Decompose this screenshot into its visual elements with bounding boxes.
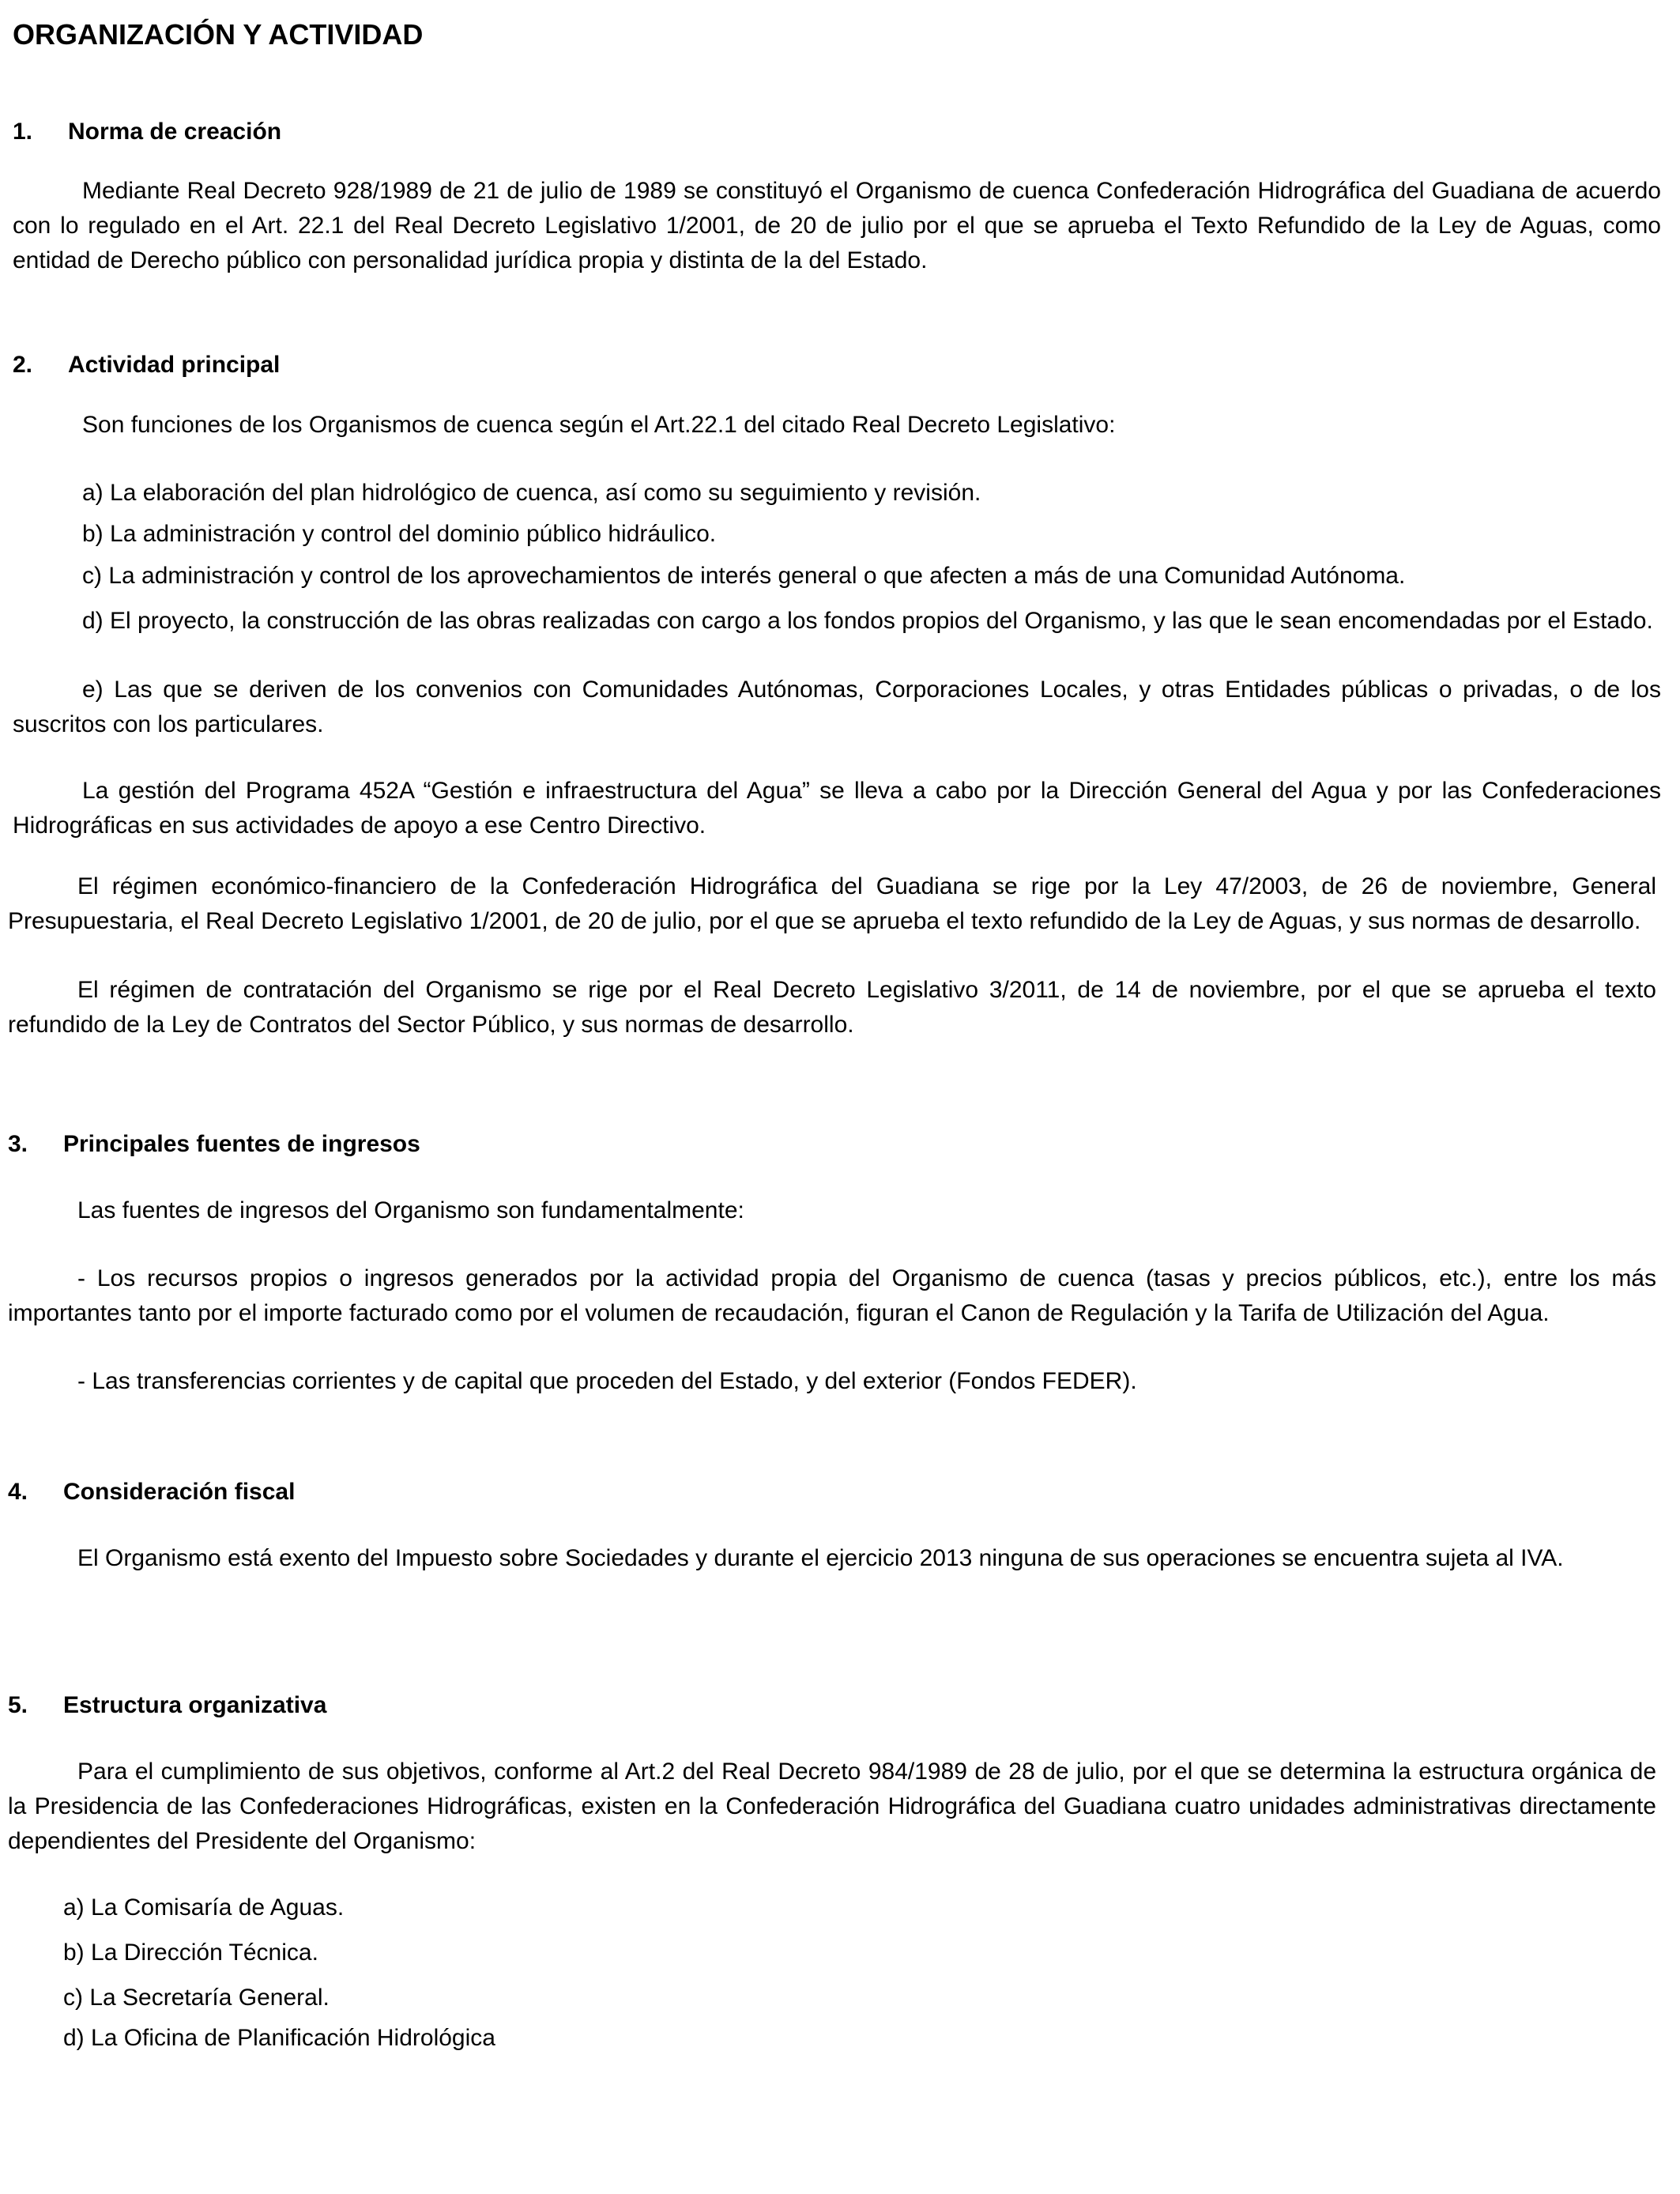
- section-title: Estructura organizativa: [63, 1692, 327, 1718]
- function-item: a) La elaboración del plan hidrológico de cuenca, así como su seguimiento y revisión.: [82, 480, 981, 506]
- page-title: ORGANIZACIÓN Y ACTIVIDAD: [13, 18, 424, 51]
- function-item: d) El proyecto, la construcción de las obras realizadas con cargo a los fondos propios del Organismo, y las que le sean encomendadas por el Estado.: [82, 608, 1653, 634]
- function-item: b) La administración y control del dominio público hidráulico.: [82, 521, 717, 547]
- economic-regime-paragraph: El régimen económico-financiero de la Confederación Hidrográfica del Guadiana se rige por la Ley 47/2003, de 26 de noviembre, General Presupuestaria, el Real Decreto Legislativo 1/2001, de 20 de julio, por el que se aprueba el texto refundido de la Ley de Aguas, y sus normas de desarrollo.: [8, 873, 1656, 934]
- section-title: Actividad principal: [68, 352, 281, 378]
- program-paragraph: La gestión del Programa 452A “Gestión e infraestructura del Agua” se lleva a cabo por la Dirección General del Agua y por las Confederaciones Hidrográficas en sus actividades de apoyo a ese Centro Directivo.: [13, 778, 1661, 839]
- section-number: 3.: [8, 1131, 28, 1157]
- contracting-regime-paragraph: El régimen de contratación del Organismo se rige por el Real Decreto Legislativo 3/2011, de 14 de noviembre, por el que se aprueba el texto refundido de la Ley de Contratos del Sector Público, y sus normas de desarrollo.: [8, 977, 1656, 1038]
- section-5-heading: [8, 1688, 326, 1723]
- section-2-intro: Son funciones de los Organismos de cuenca según el Art.22.1 del citado Real Decreto Legislativo:: [82, 412, 1116, 438]
- section-4-paragraph: El Organismo está exento del Impuesto sobre Sociedades y durante el ejercicio 2013 ninguna de sus operaciones se encuentra sujeta al IVA.: [77, 1545, 1564, 1571]
- section-1-heading: [13, 115, 281, 149]
- section-title: Consideración fiscal: [63, 1479, 296, 1505]
- unit-item: b) La Dirección Técnica.: [63, 1940, 318, 1966]
- section-5-paragraph: Para el cumplimiento de sus objetivos, conforme al Art.2 del Real Decreto 984/1989 de 28 de julio, por el que se determina la estructura orgánica de la Presidencia de las Confederaciones Hidrográficas, existen en la Confederación Hidrográfica del Guadiana cuatro unidades administrativas directamente dependientes del Presidente del Organismo:: [8, 1759, 1656, 1854]
- unit-item: a) La Comisaría de Aguas.: [63, 1894, 345, 1921]
- section-number: 4.: [8, 1479, 28, 1505]
- income-source-item: - Los recursos propios o ingresos generados por la actividad propia del Organismo de cuenca (tasas y precios públicos, etc.), entre los más importantes tanto por el importe facturado como por el volumen de recaudación, figuran el Canon de Regulación y la Tarifa de Utilización del Agua.: [8, 1265, 1656, 1326]
- section-3-heading: [8, 1127, 420, 1162]
- section-1-paragraph: Mediante Real Decreto 928/1989 de 21 de julio de 1989 se constituyó el Organismo de cuenca Confederación Hidrográfica del Guadiana de acuerdo con lo regulado en el Art. 22.1 del Real Decreto Legislativo 1/2001, de 20 de julio por el que se aprueba el Texto Refundido de la Ley de Aguas, como entidad de Derecho público con personalidad jurídica propia y distinta de la del Estado.: [13, 178, 1661, 273]
- unit-item: c) La Secretaría General.: [63, 1985, 330, 2011]
- section-number: 5.: [8, 1692, 28, 1718]
- section-title: Principales fuentes de ingresos: [63, 1131, 420, 1157]
- section-title: Norma de creación: [68, 119, 282, 145]
- section-number: 1.: [13, 119, 33, 145]
- income-source-item: - Las transferencias corrientes y de capital que proceden del Estado, y del exterior (Fondos FEDER).: [77, 1368, 1137, 1394]
- section-3-intro: Las fuentes de ingresos del Organismo son fundamentalmente:: [77, 1197, 744, 1223]
- unit-item: d) La Oficina de Planificación Hidrológica: [63, 2025, 495, 2051]
- section-2-heading: [13, 348, 280, 383]
- function-item: c) La administración y control de los aprovechamientos de interés general o que afecten a más de una Comunidad Autónoma.: [82, 563, 1406, 589]
- section-number: 2.: [13, 352, 33, 378]
- function-item: e) Las que se deriven de los convenios con Comunidades Autónomas, Corporaciones Locales, y otras Entidades públicas o privadas, o de los suscritos con los particulares.: [13, 677, 1661, 737]
- section-4-heading: [8, 1475, 295, 1510]
